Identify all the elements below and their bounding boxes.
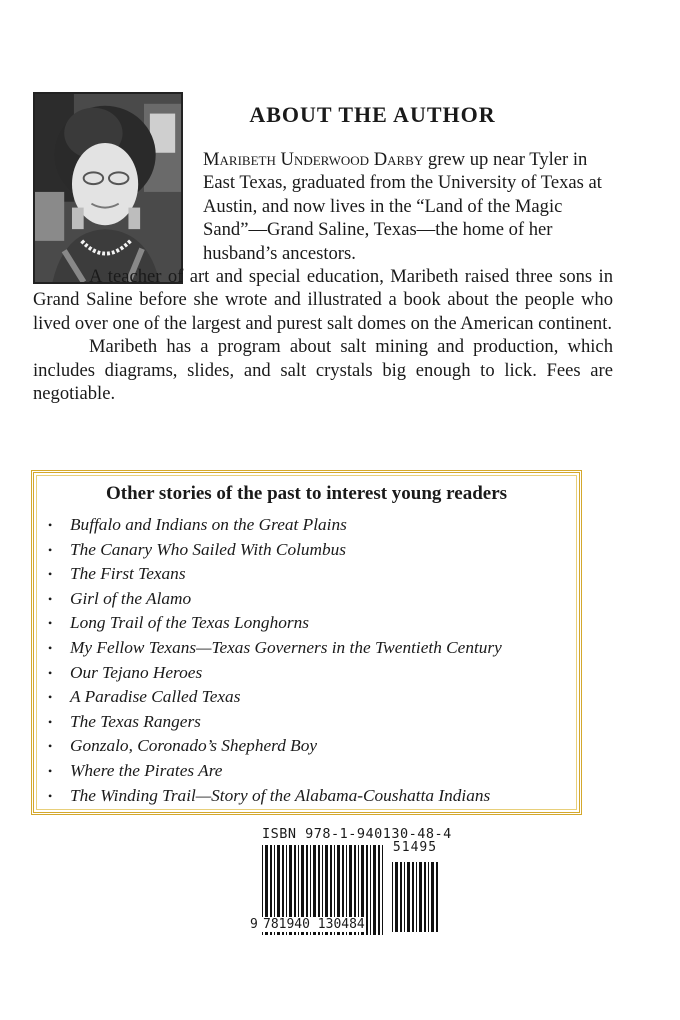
about-title: ABOUT THE AUTHOR (249, 102, 496, 127)
bullet-icon: • (48, 542, 53, 557)
barcode-bar (395, 862, 398, 932)
story-title: Buffalo and Indians on the Great Plains (70, 515, 347, 534)
bullet-icon: • (48, 714, 53, 729)
bio-paragraph-1-text: grew up near Tyler in East Texas, graduated from the University of Texas at Austin, and now lives in the “Land of the Magic Sand”—Grand Saline, Texas—the home of her husband’s ancestors. (203, 149, 602, 264)
author-name: Maribeth Underwood Darby (203, 149, 424, 170)
barcode-addon-digits: 51495 (392, 840, 438, 855)
story-list-item (44, 587, 569, 612)
story-list-item (44, 636, 569, 661)
story-title: Gonzalo, Coronado’s Shepherd Boy (70, 736, 318, 756)
other-stories-title: Other stories of the past to interest young readers (105, 483, 508, 504)
barcode-bar (424, 862, 426, 932)
story-title: Our Tejano Heroes (70, 662, 203, 682)
barcode-bar (407, 862, 410, 932)
barcode-bar (419, 862, 422, 932)
bullet-icon: • (48, 640, 53, 655)
bullet-icon: • (48, 665, 53, 680)
story-list-item (44, 611, 569, 636)
story-title: A Paradise Called Texas (70, 687, 241, 707)
ean-lead-digit: 9 (250, 917, 258, 932)
story-list-item (44, 759, 569, 784)
bullet-icon: • (48, 788, 53, 803)
story-title: The Winding Trail—Story of the Alabama-Coushatta Indians (70, 785, 491, 805)
isbn-label: ISBN 978-1-940130-48-4 (262, 826, 452, 842)
story-list-item (44, 734, 569, 759)
barcode-bar (392, 862, 393, 932)
bullet-icon: • (48, 739, 53, 754)
bio-paragraph-3: Maribeth has a program about salt mining and production, which includes diagrams, slides, and salt crystals big enough to lick. Fees are negotiable. (33, 336, 613, 405)
story-list-item (44, 562, 569, 587)
barcode-addon-icon (392, 862, 438, 932)
story-title: Where the Pirates Are (70, 760, 223, 780)
ean-digits (250, 917, 390, 932)
barcode-bar (404, 862, 405, 932)
bullet-icon: • (48, 567, 53, 582)
other-stories-box (31, 470, 582, 815)
story-list-item (44, 784, 569, 809)
author-bio (33, 148, 613, 405)
story-list-item (44, 685, 569, 710)
story-title: The First Texans (70, 564, 186, 584)
story-title: Girl of the Alamo (70, 588, 192, 608)
bio-paragraph-1 (33, 148, 613, 265)
story-title: My Fellow Texans—Texas Governers in the Twentieth Century (70, 637, 502, 657)
story-list-item (44, 538, 569, 563)
barcode-bar (428, 862, 429, 932)
bullet-icon: • (48, 763, 53, 778)
story-list-item (44, 661, 569, 686)
story-title: The Canary Who Sailed With Columbus (70, 539, 347, 559)
story-list-item (44, 513, 569, 538)
story-title: The Texas Rangers (70, 711, 201, 731)
story-list-item (44, 710, 569, 735)
bullet-icon: • (48, 616, 53, 631)
barcode-bar (400, 862, 402, 932)
story-title: Long Trail of the Texas Longhorns (70, 613, 309, 633)
barcode-bar (431, 862, 434, 932)
bio-paragraph-2: A teacher of art and special education, Maribeth raised three sons in Grand Saline before she wrote and illustrated a book about the people who lived over one of the largest and purest salt domes on the American continent. (33, 266, 613, 334)
barcode-bar (416, 862, 417, 932)
bullet-icon: • (48, 690, 53, 705)
barcode-bar (412, 862, 414, 932)
bullet-icon: • (48, 518, 53, 532)
barcode-bar (436, 862, 438, 932)
bullet-icon: • (48, 591, 53, 606)
ean-rest-digits: 781940 130484 (263, 917, 365, 932)
other-stories-list (44, 513, 569, 808)
